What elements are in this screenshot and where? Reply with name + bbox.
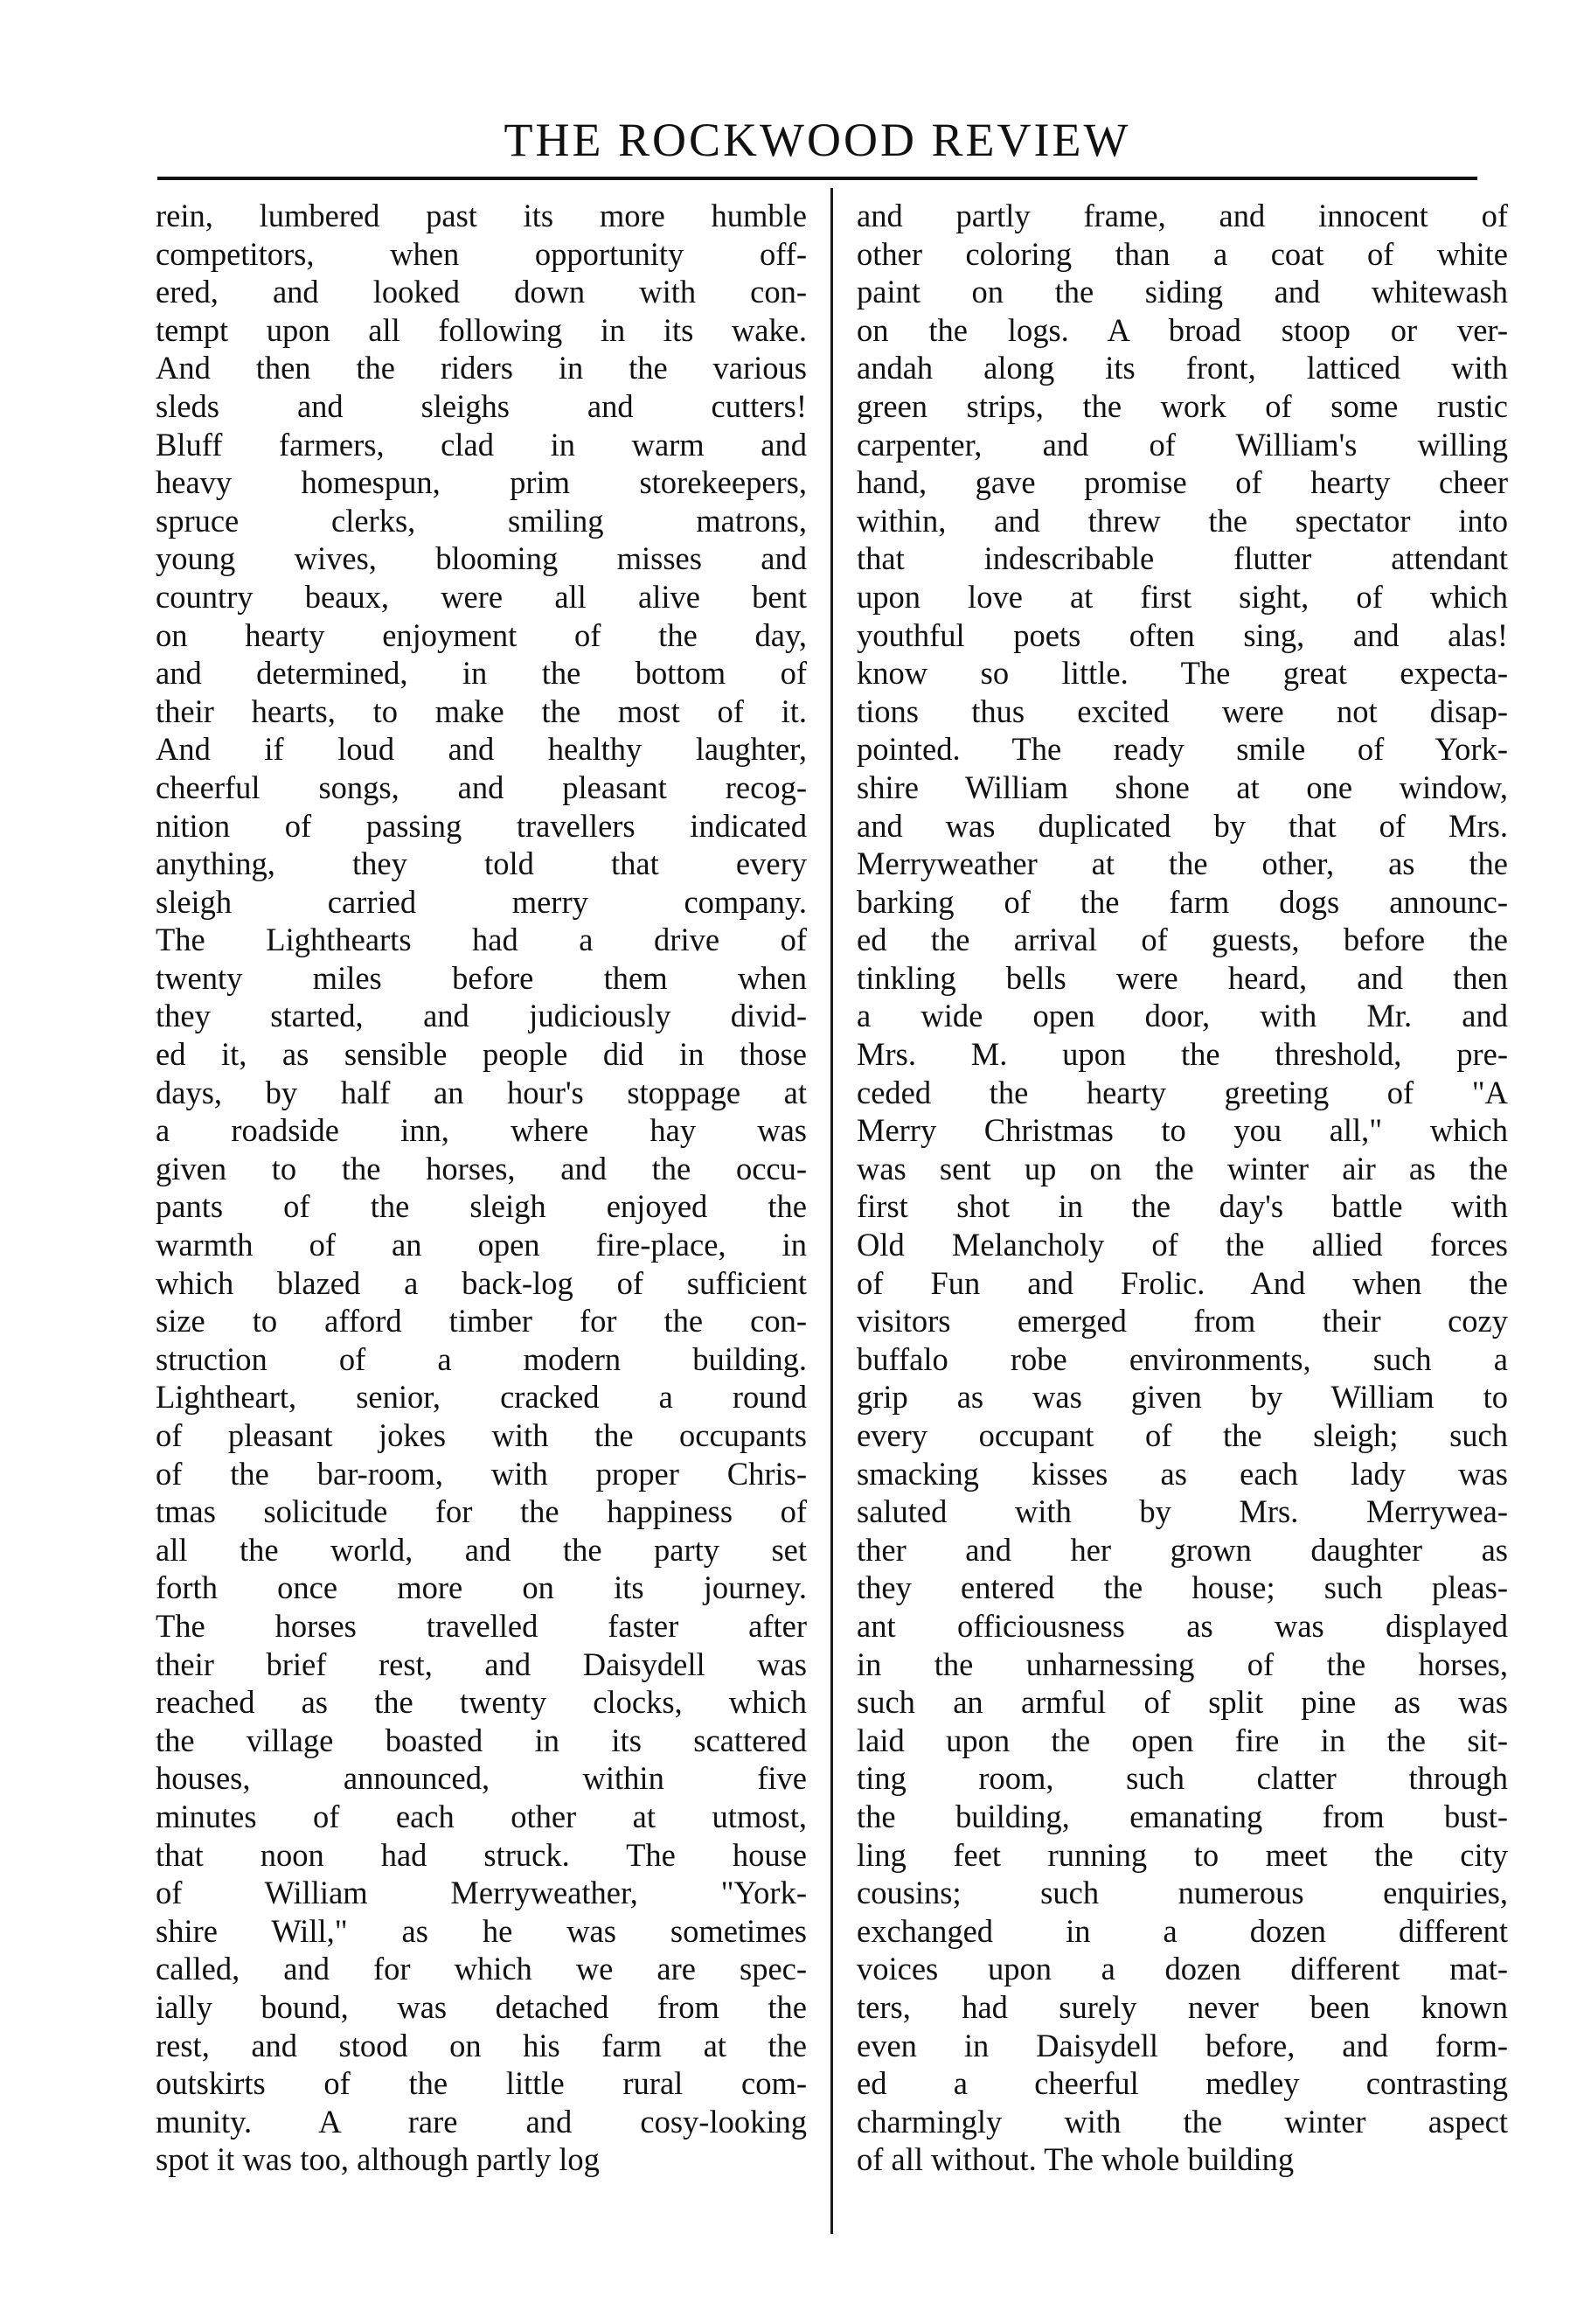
header-rule (157, 177, 1477, 180)
text-line: within, and threw the spectator into (857, 502, 1508, 539)
text-line: rein, lumbered past its more humble (156, 198, 807, 233)
text-line: visitors emerged from their cozy (857, 1303, 1508, 1339)
text-line: ant officiousness as was displayed (857, 1607, 1508, 1644)
text-line: spot it was too, although partly log (156, 2141, 600, 2178)
text-line: size to afford timber for the con- (156, 1303, 807, 1339)
text-line: saluted with by Mrs. Merrywea- (857, 1493, 1508, 1530)
text-line: in the unharnessing of the horses, (857, 1646, 1508, 1682)
text-line: heavy homespun, prim storekeepers, (156, 464, 807, 501)
text-line: ther and her grown daughter as (857, 1531, 1508, 1568)
text-line: nition of passing travellers indicated (156, 807, 807, 844)
text-line: exchanged in a dozen different (857, 1912, 1508, 1949)
text-line: a wide open door, with Mr. and (857, 998, 1508, 1034)
text-line: carpenter, and of William's willing (857, 426, 1508, 463)
text-line: on hearty enjoyment of the day, (156, 616, 807, 653)
text-line: upon love at first sight, of which (857, 578, 1508, 615)
text-line: they entered the house; such pleas- (857, 1569, 1508, 1606)
text-line: first shot in the day's battle with (857, 1188, 1508, 1225)
text-line: paint on the siding and whitewash (857, 274, 1508, 310)
text-line: And if loud and healthy laughter, (156, 731, 807, 768)
right-column (857, 197, 1508, 2179)
text-line: sleigh carried merry company. (156, 883, 807, 920)
text-line: ting room, such clatter through (857, 1760, 1508, 1797)
text-line: Merry Christmas to you all," which (857, 1112, 1508, 1149)
text-line: tmas solicitude for the happiness of (156, 1493, 807, 1530)
text-line: barking of the farm dogs announc- (857, 883, 1508, 920)
text-line: that noon had struck. The house (156, 1836, 807, 1873)
text-line: shire Will," as he was sometimes (156, 1912, 807, 1949)
text-line: such an armful of split pine as was (857, 1684, 1508, 1721)
text-line: was sent up on the winter air as the (857, 1150, 1508, 1186)
text-line: ling feet running to meet the city (857, 1836, 1508, 1873)
text-line: on the logs. A broad stoop or ver- (857, 311, 1508, 348)
text-line: spruce clerks, smiling matrons, (156, 502, 807, 539)
text-line: The horses travelled faster after (156, 1607, 807, 1644)
text-line: charmingly with the winter aspect (857, 2103, 1508, 2140)
text-line: every occupant of the sleigh; such (857, 1417, 1508, 1453)
text-line: of William Merryweather, "York- (156, 1875, 807, 1911)
text-line: given to the horses, and the occu- (156, 1150, 807, 1186)
text-line: reached as the twenty clocks, which (156, 1684, 807, 1721)
text-line: The Lighthearts had a drive of (156, 922, 807, 958)
text-line: ially bound, was detached from the (156, 1988, 807, 2025)
text-line: that indescribable flutter attendant (857, 540, 1508, 577)
text-line: young wives, blooming misses and (156, 540, 807, 577)
text-line: youthful poets often sing, and alas! (857, 616, 1508, 653)
text-line: the building, emanating from bust- (857, 1798, 1508, 1834)
text-line: grip as was given by William to (857, 1379, 1508, 1416)
text-line: of pleasant jokes with the occupants (156, 1417, 807, 1453)
text-line: pants of the sleigh enjoyed the (156, 1188, 807, 1225)
text-line: andah along its front, latticed with (857, 350, 1508, 386)
column-rule (830, 188, 833, 2234)
text-line: of all without. The whole building (857, 2141, 1295, 2178)
text-line: other coloring than a coat of white (857, 235, 1508, 272)
text-line: which blazed a back-log of sufficient (156, 1264, 807, 1301)
text-line: and partly frame, and innocent of (857, 198, 1508, 233)
text-line: know so little. The great expecta- (857, 655, 1508, 692)
text-line: their hearts, to make the most of it. (156, 692, 807, 729)
text-line: even in Daisydell before, and form- (857, 2027, 1508, 2063)
text-line: ceded the hearty greeting of "A (857, 1074, 1508, 1110)
text-line: days, by half an hour's stoppage at (156, 1074, 807, 1110)
text-line: forth once more on its journey. (156, 1569, 807, 1606)
text-line: voices upon a dozen different mat- (857, 1951, 1508, 1987)
text-line: ed a cheerful medley contrasting (857, 2065, 1508, 2102)
text-line: outskirts of the little rural com- (156, 2065, 807, 2102)
text-line: munity. A rare and cosy-looking (156, 2103, 807, 2140)
text-line: twenty miles before them when (156, 959, 807, 996)
text-line: buffalo robe environments, such a (857, 1340, 1508, 1377)
running-head: THE ROCKWOOD REVIEW (504, 114, 1131, 166)
text-line: Bluff farmers, clad in warm and (156, 426, 807, 463)
text-line: called, and for which we are spec- (156, 1951, 807, 1987)
text-line: of the bar-room, with proper Chris- (156, 1455, 807, 1492)
left-column (156, 197, 807, 2179)
text-line: pointed. The ready smile of York- (857, 731, 1508, 768)
text-line: shire William shone at one window, (857, 769, 1508, 805)
text-line: they started, and judiciously divid- (156, 998, 807, 1034)
text-line: smacking kisses as each lady was (857, 1455, 1508, 1492)
text-line: all the world, and the party set (156, 1531, 807, 1568)
text-line: the village boasted in its scattered (156, 1722, 807, 1758)
text-line: ters, had surely never been known (857, 1988, 1508, 2025)
text-line: tinkling bells were heard, and then (857, 959, 1508, 996)
text-line: And then the riders in the various (156, 350, 807, 386)
text-line: cheerful songs, and pleasant recog- (156, 769, 807, 805)
text-line: laid upon the open fire in the sit- (857, 1722, 1508, 1758)
text-line: green strips, the work of some rustic (857, 387, 1508, 424)
text-line: cousins; such numerous enquiries, (857, 1875, 1508, 1911)
text-line: a roadside inn, where hay was (156, 1112, 807, 1149)
text-line: and was duplicated by that of Mrs. (857, 807, 1508, 844)
text-line: anything, they told that every (156, 845, 807, 882)
text-line: country beaux, were all alive bent (156, 578, 807, 615)
text-line: ed the arrival of guests, before the (857, 922, 1508, 958)
text-line: Merryweather at the other, as the (857, 845, 1508, 882)
text-line: sleds and sleighs and cutters! (156, 387, 807, 424)
text-line: competitors, when opportunity off- (156, 235, 807, 272)
text-line: warmth of an open fire-place, in (156, 1227, 807, 1263)
text-line: tions thus excited were not disap- (857, 692, 1508, 729)
text-line: their brief rest, and Daisydell was (156, 1646, 807, 1682)
text-line: Lightheart, senior, cracked a round (156, 1379, 807, 1416)
text-line: of Fun and Frolic. And when the (857, 1264, 1508, 1301)
text-line: tempt upon all following in its wake. (156, 311, 807, 348)
text-line: houses, announced, within five (156, 1760, 807, 1797)
text-line: Mrs. M. upon the threshold, pre- (857, 1036, 1508, 1073)
text-line: minutes of each other at utmost, (156, 1798, 807, 1834)
text-line: rest, and stood on his farm at the (156, 2027, 807, 2063)
text-line: hand, gave promise of hearty cheer (857, 464, 1508, 501)
text-line: ed it, as sensible people did in those (156, 1036, 807, 1073)
text-line: and determined, in the bottom of (156, 655, 807, 692)
text-line: Old Melancholy of the allied forces (857, 1227, 1508, 1263)
text-line: struction of a modern building. (156, 1340, 807, 1377)
text-line: ered, and looked down with con- (156, 274, 807, 310)
